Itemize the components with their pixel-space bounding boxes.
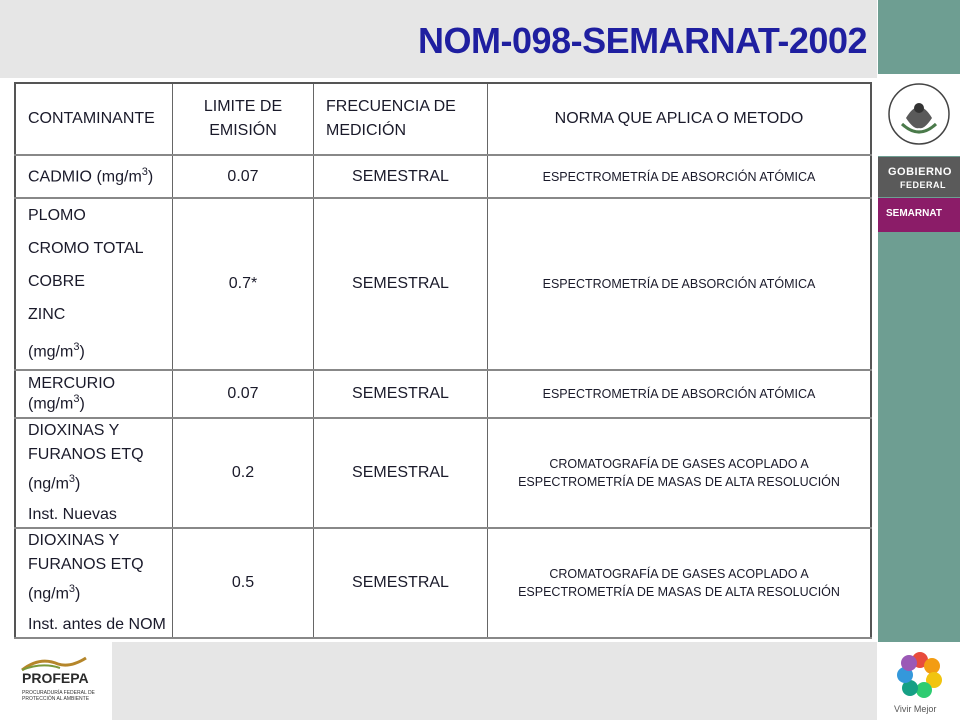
table-row	[15, 418, 871, 528]
contaminant-line: $(mg/m^3)$	[28, 341, 85, 361]
semarnat-label: SEMARNAT	[886, 208, 942, 219]
contaminant-cell	[15, 528, 173, 638]
profepa-logo	[0, 642, 112, 720]
emission-limits-table	[14, 82, 872, 639]
table-row	[15, 155, 871, 198]
contaminant-line: ZINC	[28, 306, 66, 324]
gobierno-federal-logo	[878, 157, 960, 197]
frequency-cell: SEMESTRAL	[314, 155, 488, 198]
method-cell: CROMATOGRAFÍA DE GASES ACOPLADO A ESPECTROMETRÍA DE MASAS DE ALTA RESOLUCIÓN	[488, 528, 872, 638]
contaminant-cell	[15, 198, 173, 370]
limit-cell: 0.07	[173, 370, 314, 418]
limit-cell: 0.07	[173, 155, 314, 198]
header-contaminante: CONTAMINANTE	[15, 83, 173, 155]
bottom-bar	[112, 642, 877, 720]
method-cell: ESPECTROMETRÍA DE ABSORCIÓN ATÓMICA	[488, 198, 872, 370]
contaminant-line: Inst. Nuevas	[28, 505, 117, 523]
header-frecuencia: FRECUENCIA DE MEDICIÓN	[314, 83, 488, 155]
profepa-subtitle: PROCURADURÍA FEDERAL DE PROTECCIÓN AL AMBIENTE	[22, 690, 95, 702]
semarnat-logo	[878, 198, 960, 232]
limit-cell: 0.7*	[173, 198, 314, 370]
profepa-name: PROFEPA	[22, 670, 89, 686]
table-row	[15, 198, 871, 370]
federal-label: FEDERAL	[900, 180, 946, 190]
vivir-mejor-logo	[878, 642, 960, 720]
frequency-cell: SEMESTRAL	[314, 528, 488, 638]
contaminant-line: DIOXINAS Y FURANOS ETQ $(ng/m^3)$	[28, 532, 144, 603]
vivir-mejor-label: Vivir Mejor	[894, 704, 937, 714]
table-row	[15, 528, 871, 638]
mexico-crest-logo	[878, 74, 960, 156]
header-norma: NORMA QUE APLICA O METODO	[488, 83, 872, 155]
contaminant-cell: CADMIO $(mg/m^3)$	[15, 155, 173, 198]
page-title: NOM-098-SEMARNAT-2002	[418, 20, 867, 61]
contaminant-cell	[15, 418, 173, 528]
frequency-cell: SEMESTRAL	[314, 418, 488, 528]
crest-icon	[884, 78, 954, 150]
profepa-mark-icon	[20, 652, 90, 672]
limit-cell: 0.2	[173, 418, 314, 528]
contaminant-cell: MERCURIO $(mg/m^3)$	[15, 370, 173, 418]
table-header-row	[15, 83, 871, 155]
contaminant-line: PLOMO	[28, 207, 86, 225]
contaminant-line: DIOXINAS Y FURANOS ETQ $(ng/m^3)$	[28, 422, 144, 493]
gobierno-label: GOBIERNO	[888, 166, 952, 178]
contaminant-line: Inst. antes de NOM	[28, 615, 166, 633]
table-row	[15, 370, 871, 418]
limit-cell: 0.5	[173, 528, 314, 638]
frequency-cell: SEMESTRAL	[314, 370, 488, 418]
method-cell: CROMATOGRAFÍA DE GASES ACOPLADO A ESPECTROMETRÍA DE MASAS DE ALTA RESOLUCIÓN	[488, 418, 872, 528]
method-cell: ESPECTROMETRÍA DE ABSORCIÓN ATÓMICA	[488, 370, 872, 418]
frequency-cell: SEMESTRAL	[314, 198, 488, 370]
contaminant-line: COBRE	[28, 273, 85, 291]
contaminant-line: CROMO TOTAL	[28, 240, 144, 258]
vivir-mejor-flower-icon	[896, 650, 944, 698]
title-bar	[0, 0, 877, 78]
method-cell: ESPECTROMETRÍA DE ABSORCIÓN ATÓMICA	[488, 155, 872, 198]
header-limite: LIMITE DE EMISIÓN	[173, 83, 314, 155]
